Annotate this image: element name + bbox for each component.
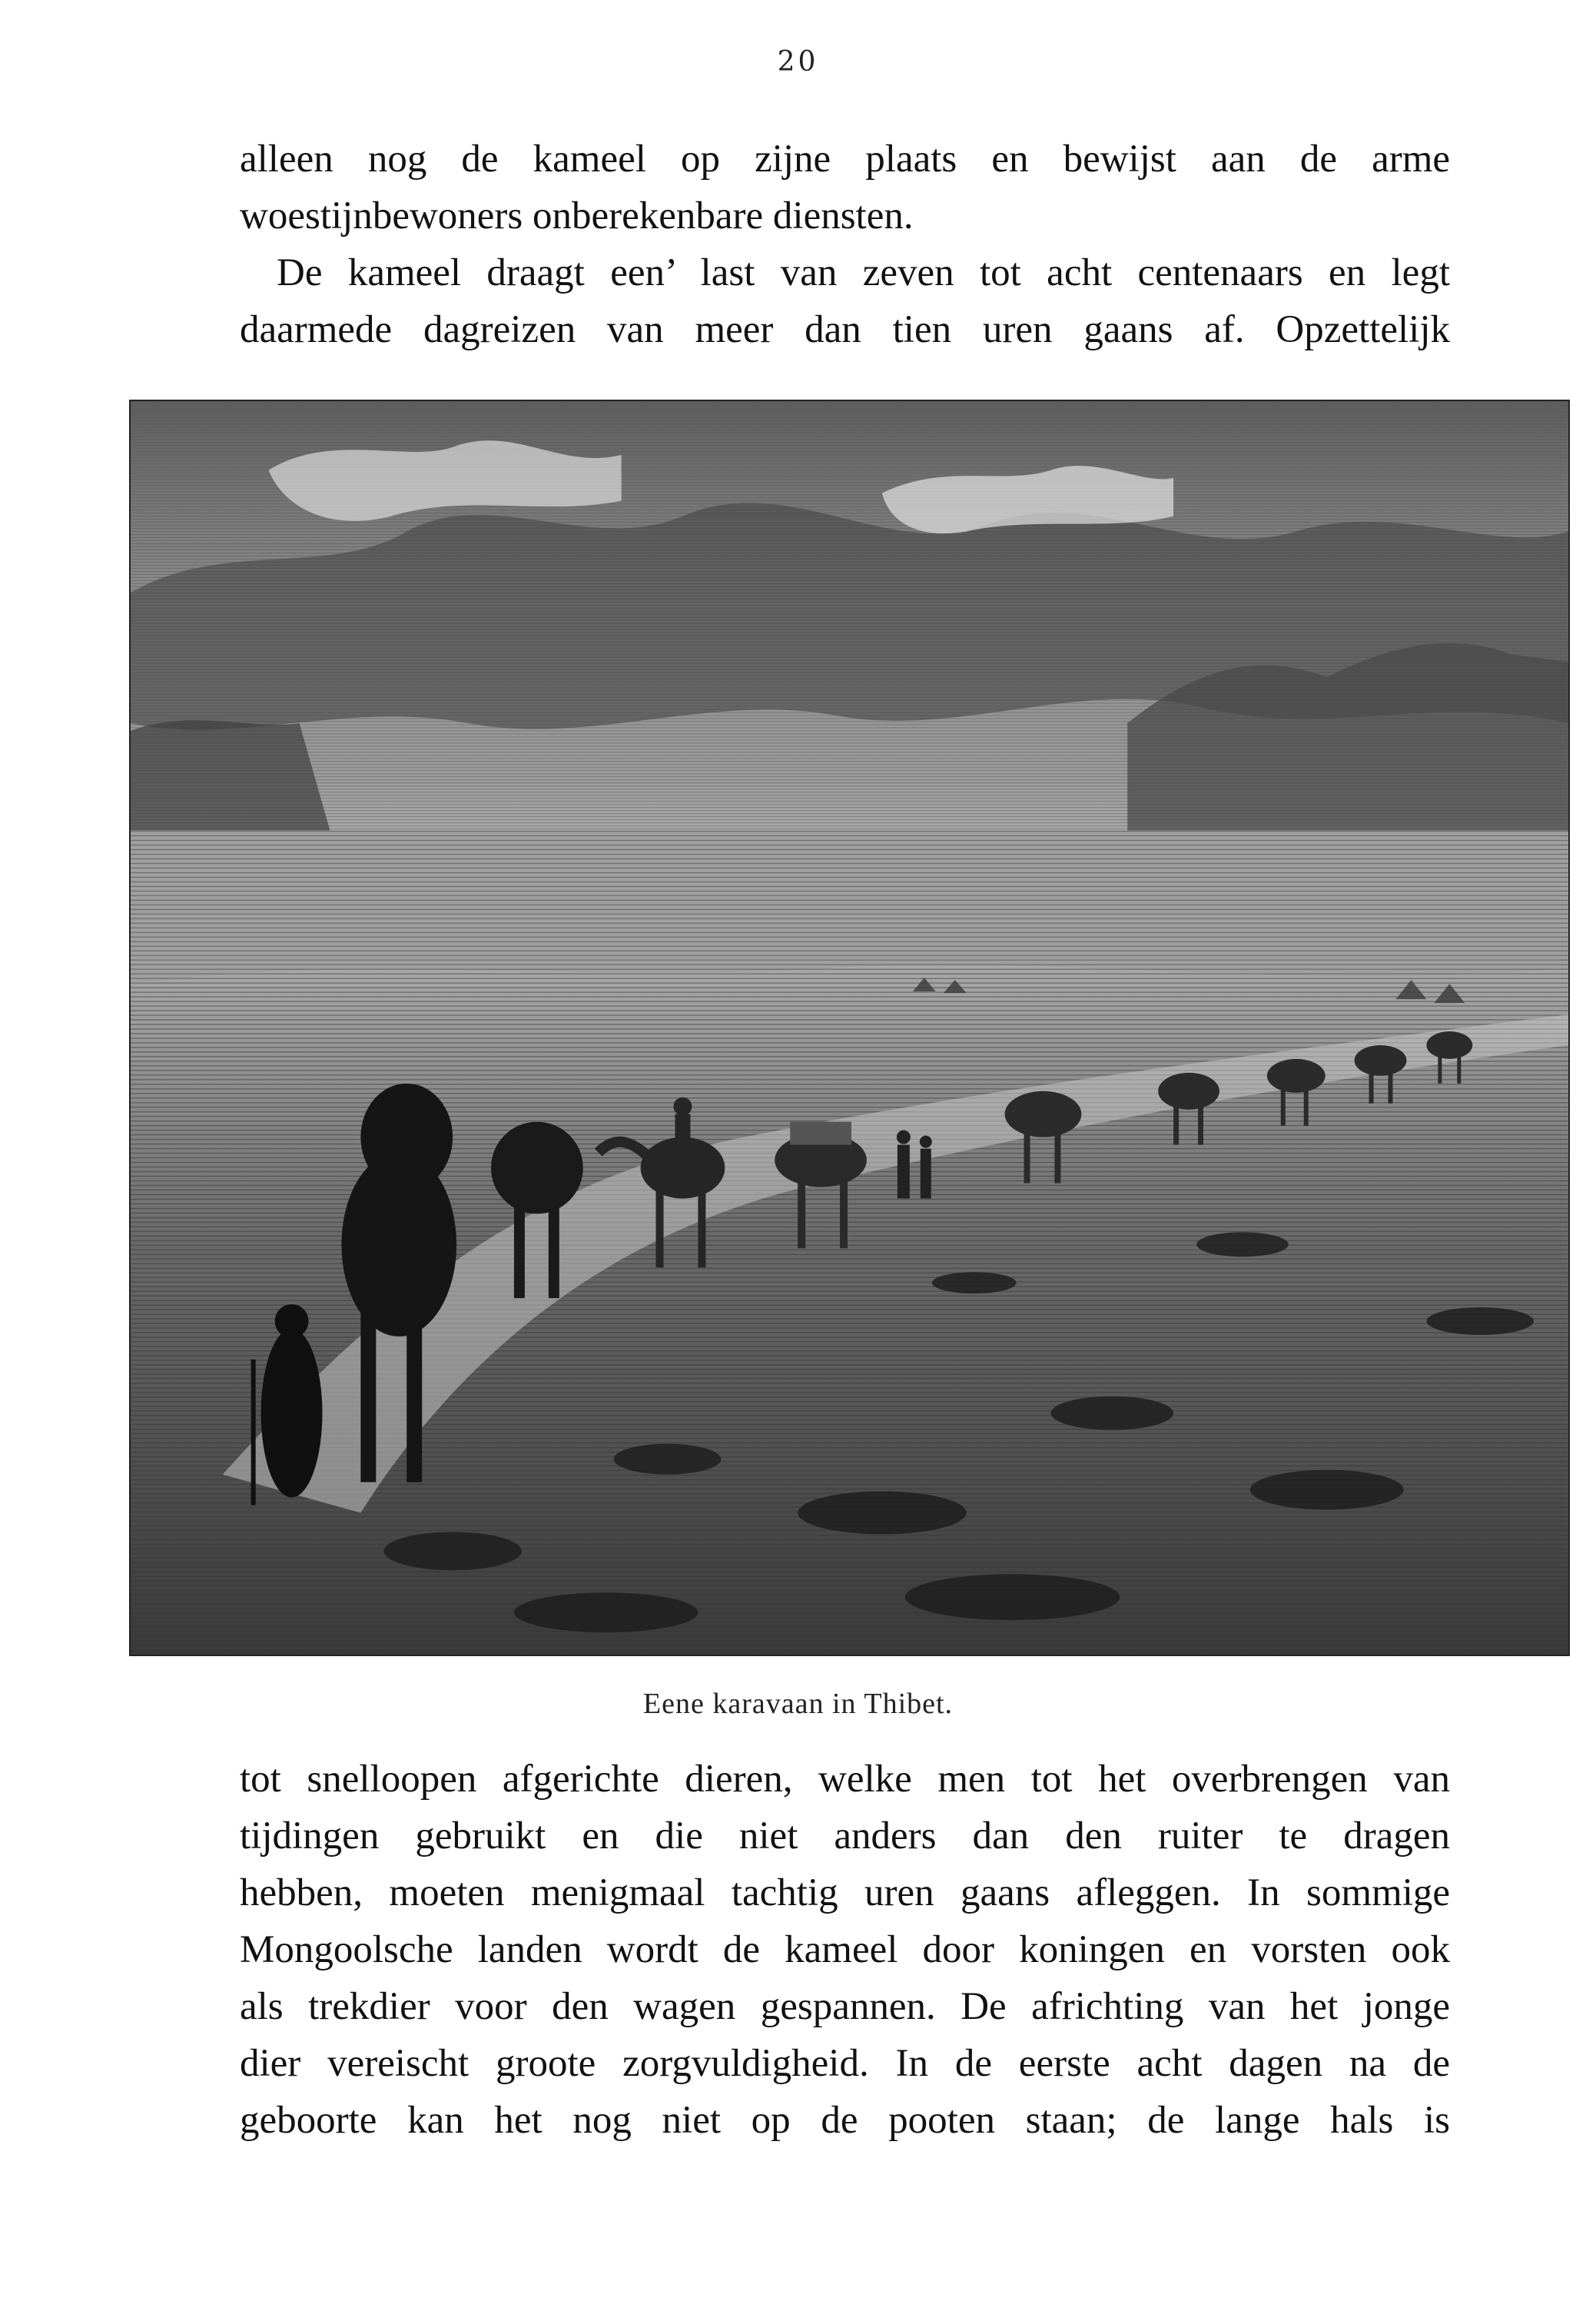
caravan-engraving bbox=[129, 400, 1570, 1656]
text-line: daarmede dagreizen van meer dan tien uren gaans af. Opzettelijk bbox=[240, 308, 1450, 351]
page-number: 20 bbox=[777, 46, 819, 78]
text-line: tijdingen gebruikt en die niet anders dan den ruiter te dragen bbox=[240, 1814, 1450, 1858]
text-line: geboorte kan het nog niet op de pooten staan; de lange hals is bbox=[240, 2099, 1450, 2142]
text-line: De kameel draagt een’ last van zeven tot acht centenaars en legt bbox=[277, 251, 1450, 294]
text-line: als trekdier voor den wagen gespannen. De africhting van het jonge bbox=[240, 1985, 1450, 2028]
text-line: Mongoolsche landen wordt de kameel door koningen en vorsten ook bbox=[240, 1928, 1450, 1971]
text-line: hebben, moeten menigmaal tachtig uren gaans afleggen. In sommige bbox=[240, 1871, 1450, 1914]
text-line: woestijnbewoners onberekenbare diensten. bbox=[240, 194, 914, 237]
text-line: tot snelloopen afgerichte dieren, welke men tot het overbrengen van bbox=[240, 1758, 1450, 1801]
engraving-drawing bbox=[131, 401, 1568, 1655]
text-line: dier vereischt groote zorgvuldigheid. In de eerste acht dagen na de bbox=[240, 2042, 1450, 2085]
top-paragraphs bbox=[240, 131, 1450, 358]
illustration-caption: Eene karavaan in Thibet. bbox=[642, 1688, 954, 1720]
text-line: alleen nog de kameel op zijne plaats en bewijst aan de arme bbox=[240, 138, 1450, 181]
bottom-paragraph bbox=[240, 1751, 1450, 2149]
